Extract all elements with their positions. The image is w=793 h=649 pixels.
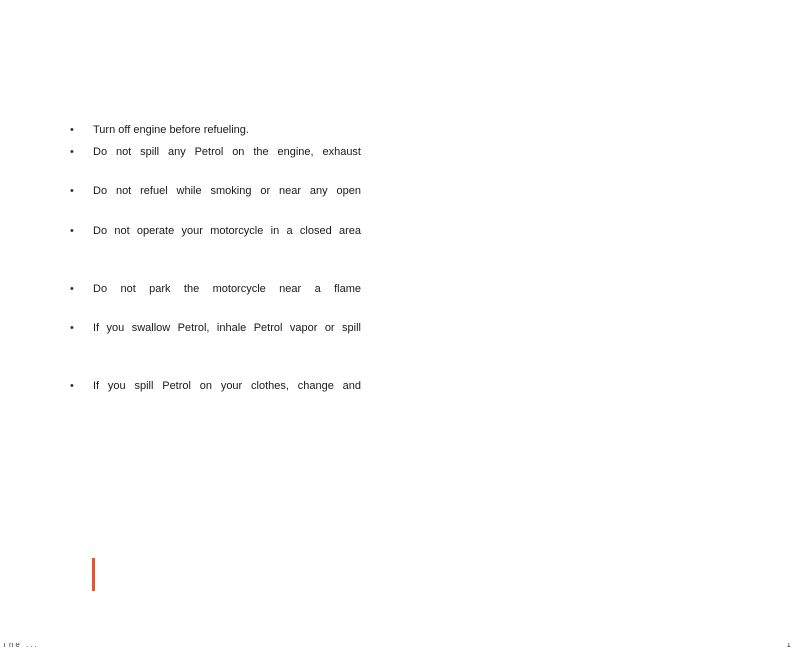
- footer-text: The ...: [2, 643, 39, 649]
- list-item-text: If you spill Petrol on your clothes, change and: [93, 380, 361, 392]
- list-item-text: Do not operate your motorcycle in a closed area: [93, 225, 361, 237]
- page-number: 1: [786, 643, 791, 649]
- list-item-text: Turn off engine before refueling.: [93, 124, 249, 136]
- bullet-icon: •: [70, 322, 74, 334]
- list-item-text: Do not park the motorcycle near a flame: [93, 283, 361, 295]
- accent-bar: [92, 558, 95, 591]
- bullet-icon: •: [70, 225, 74, 237]
- list-item-text: If you swallow Petrol, inhale Petrol vapor or spill: [93, 322, 361, 334]
- bullet-icon: •: [70, 124, 74, 136]
- bullet-icon: •: [70, 185, 74, 197]
- footer-strip: [0, 643, 793, 649]
- bullet-icon: •: [70, 146, 74, 158]
- bullet-icon: •: [70, 283, 74, 295]
- list-item-text: Do not spill any Petrol on the engine, exhaust: [93, 146, 361, 158]
- list-item-text: Do not refuel while smoking or near any open: [93, 185, 361, 197]
- bullet-icon: •: [70, 380, 74, 392]
